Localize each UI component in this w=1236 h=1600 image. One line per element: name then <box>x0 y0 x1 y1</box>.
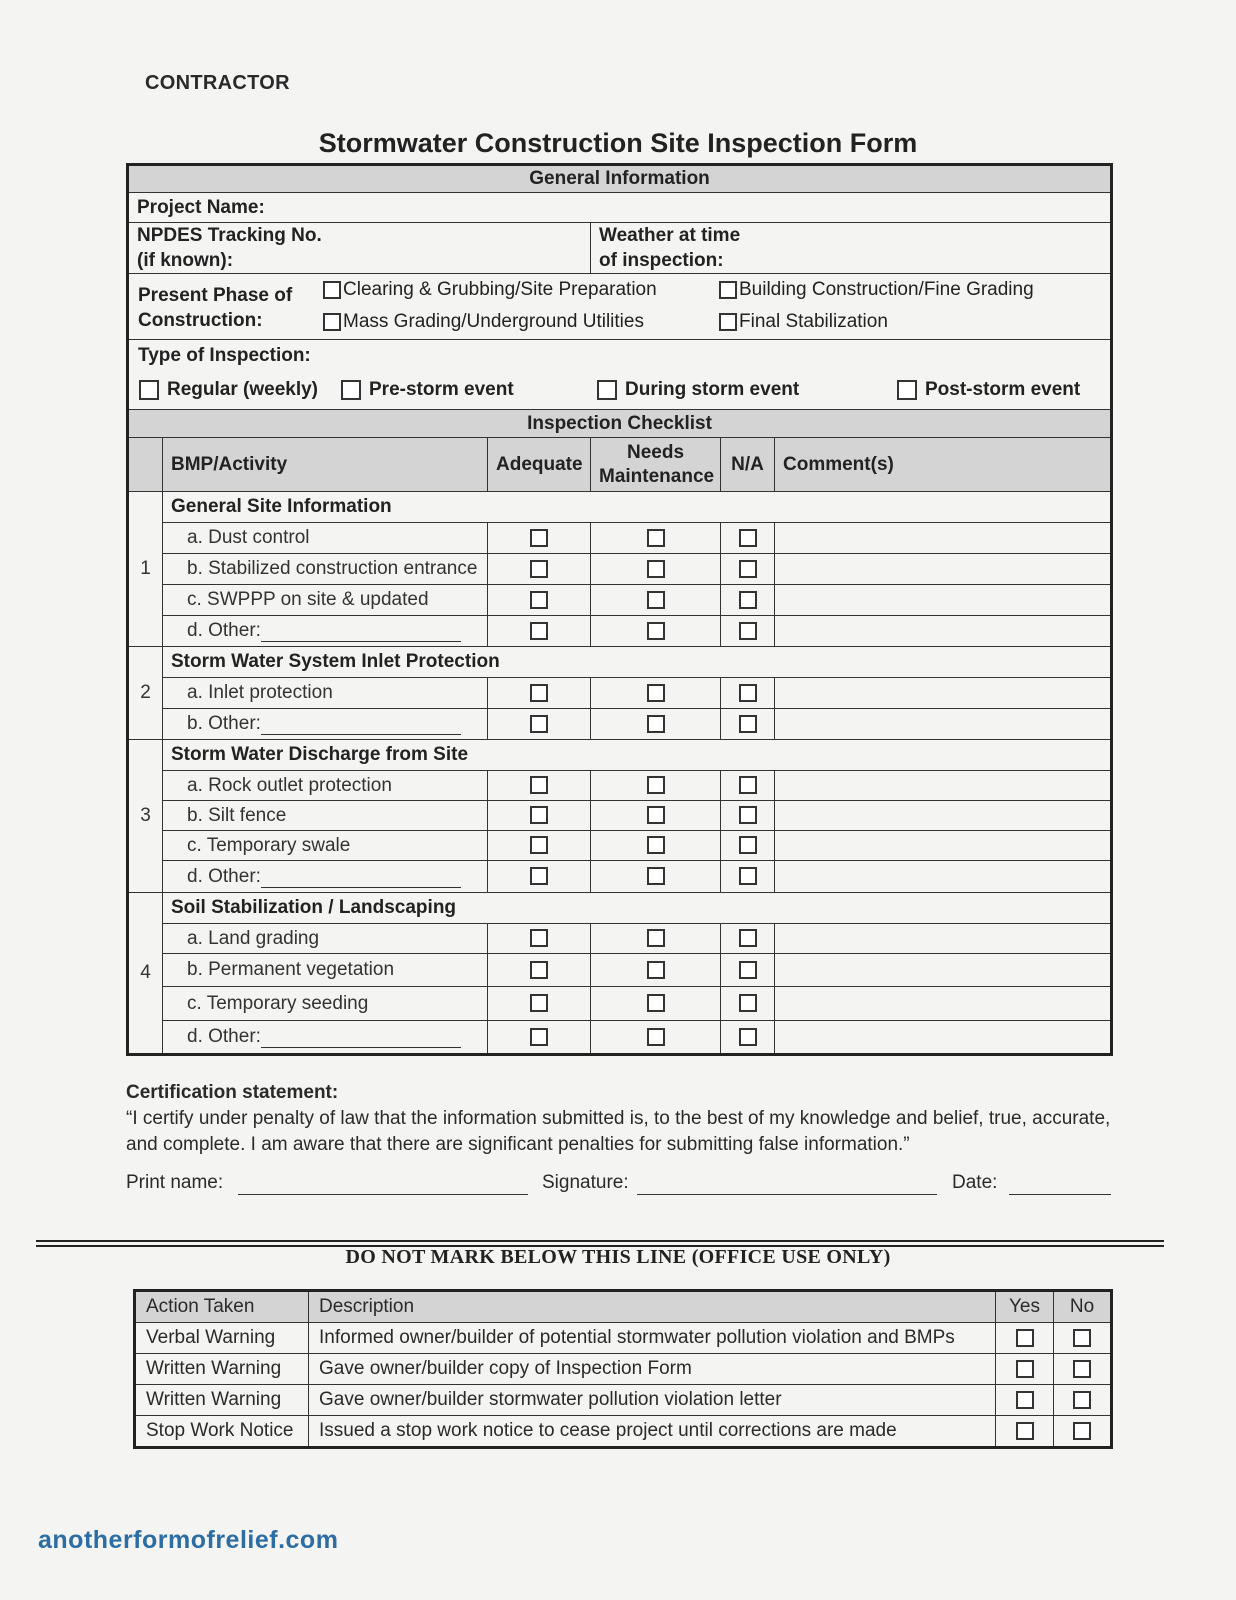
item-label: c. Temporary seeding <box>163 987 488 1021</box>
needs-maintenance-checkbox[interactable] <box>647 961 665 979</box>
yes-checkbox[interactable] <box>1016 1391 1034 1409</box>
item-label: a. Dust control <box>163 523 488 554</box>
general-info-heading: General Information <box>128 165 1112 193</box>
inspection-type-row <box>128 340 1112 410</box>
form-title-text: Stormwater Construction Site Inspection Form <box>318 128 918 158</box>
phase-option-mass-grading[interactable] <box>323 307 644 337</box>
needs-maintenance-checkbox[interactable] <box>647 776 665 794</box>
checkbox[interactable] <box>719 313 737 331</box>
adequate-column-header: Adequate <box>488 438 591 492</box>
other-input-line[interactable] <box>261 1031 461 1048</box>
signature-row <box>126 1172 1111 1200</box>
phase-option-label: Mass Grading/Underground Utilities <box>343 310 644 332</box>
no-checkbox[interactable] <box>1073 1329 1091 1347</box>
item-label: d. Other: <box>187 620 261 641</box>
description-cell: Gave owner/builder copy of Inspection Form <box>309 1354 996 1385</box>
action-cell: Verbal Warning <box>135 1323 309 1354</box>
table-row <box>128 554 1112 585</box>
phase-option-label: Clearing & Grubbing/Site Preparation <box>343 278 657 300</box>
item-other[interactable] <box>163 1021 488 1055</box>
comment-cell[interactable] <box>775 831 1112 861</box>
yes-checkbox[interactable] <box>1016 1360 1034 1378</box>
watermark-link[interactable]: anotherformofrelief.com <box>38 1526 339 1554</box>
comment-cell[interactable] <box>775 616 1112 647</box>
action-cell: Stop Work Notice <box>135 1416 309 1448</box>
description-cell: Informed owner/builder of potential stormwater pollution violation and BMPs <box>309 1323 996 1354</box>
print-name-field[interactable] <box>238 1194 528 1195</box>
comment-cell[interactable] <box>775 954 1112 987</box>
weather-label-line1: Weather at time <box>599 225 741 246</box>
item-label: b. Permanent vegetation <box>163 954 488 987</box>
office-table-header <box>135 1291 1112 1323</box>
table-row <box>135 1385 1112 1416</box>
needs-maintenance-checkbox[interactable] <box>647 994 665 1012</box>
weather-label-line2: of inspection: <box>599 250 724 271</box>
no-checkbox[interactable] <box>1073 1391 1091 1409</box>
action-cell: Written Warning <box>135 1385 309 1416</box>
adequate-checkbox[interactable] <box>530 994 548 1012</box>
other-input-line[interactable] <box>261 625 461 642</box>
adequate-checkbox[interactable] <box>530 622 548 640</box>
adequate-checkbox[interactable] <box>530 929 548 947</box>
na-checkbox[interactable] <box>739 684 757 702</box>
na-checkbox[interactable] <box>739 560 757 578</box>
other-input-line[interactable] <box>261 871 461 888</box>
npdes-label-line1: NPDES Tracking No. <box>137 225 322 246</box>
comment-cell[interactable] <box>775 987 1112 1021</box>
item-label: b. Stabilized construction entrance <box>163 554 488 585</box>
table-row <box>128 861 1112 893</box>
checkbox[interactable] <box>139 380 159 400</box>
description-cell: Issued a stop work notice to cease project until corrections are made <box>309 1416 996 1448</box>
divider-line <box>36 1240 1164 1242</box>
item-label: d. Other: <box>187 865 261 887</box>
maintenance-label: Maintenance <box>599 465 715 487</box>
no-checkbox[interactable] <box>1073 1422 1091 1440</box>
needs-maintenance-checkbox[interactable] <box>647 622 665 640</box>
group-title: Storm Water Discharge from Site <box>163 740 1112 771</box>
na-checkbox[interactable] <box>739 929 757 947</box>
type-option-label: Regular (weekly) <box>167 378 318 400</box>
type-option-post-storm[interactable] <box>897 375 1080 405</box>
table-row <box>128 771 1112 801</box>
adequate-checkbox[interactable] <box>530 591 548 609</box>
group-number: 4 <box>128 893 163 1055</box>
phase-label-line1: Present Phase of <box>138 284 293 306</box>
na-checkbox[interactable] <box>739 776 757 794</box>
item-other[interactable] <box>163 861 488 893</box>
phase-option-label: Building Construction/Fine Grading <box>739 278 1034 300</box>
phase-row <box>128 274 1112 340</box>
na-checkbox[interactable] <box>739 529 757 547</box>
item-label: b. Other: <box>187 713 261 734</box>
checkbox[interactable] <box>341 380 361 400</box>
number-column-header <box>128 438 163 492</box>
phase-option-building[interactable] <box>719 275 1034 305</box>
bmp-column-header: BMP/Activity <box>163 438 488 492</box>
item-label: a. Inlet protection <box>163 678 488 709</box>
adequate-checkbox[interactable] <box>530 1028 548 1046</box>
group-number: 3 <box>128 740 163 893</box>
yes-checkbox[interactable] <box>1016 1422 1034 1440</box>
checkbox[interactable] <box>719 281 737 299</box>
phase-option-clearing[interactable] <box>323 275 657 305</box>
yes-header: Yes <box>996 1291 1054 1323</box>
na-column-header: N/A <box>721 438 775 492</box>
project-name-text: Project Name: <box>137 196 265 218</box>
phase-option-final-stabilization[interactable] <box>719 307 888 337</box>
na-checkbox[interactable] <box>739 591 757 609</box>
inspection-form-table <box>126 163 1113 1056</box>
comment-cell[interactable] <box>775 801 1112 831</box>
type-option-during-storm[interactable] <box>597 375 799 405</box>
needs-maintenance-checkbox[interactable] <box>647 715 665 733</box>
na-checkbox[interactable] <box>739 715 757 733</box>
needs-maintenance-checkbox[interactable] <box>647 806 665 824</box>
needs-maintenance-checkbox[interactable] <box>647 529 665 547</box>
item-label: a. Rock outlet protection <box>163 771 488 801</box>
phase-label-line2: Construction: <box>138 309 263 331</box>
no-header: No <box>1054 1291 1112 1323</box>
adequate-checkbox[interactable] <box>530 684 548 702</box>
other-input-line[interactable] <box>261 718 461 735</box>
table-row <box>128 678 1112 709</box>
action-taken-header: Action Taken <box>135 1291 309 1323</box>
type-option-label: Post-storm event <box>925 378 1081 400</box>
no-checkbox[interactable] <box>1073 1360 1091 1378</box>
checkbox[interactable] <box>323 281 341 299</box>
needs-maintenance-checkbox[interactable] <box>647 591 665 609</box>
inspection-type-label: Type of Inspection: <box>138 344 311 366</box>
office-use-notice: DO NOT MARK BELOW THIS LINE (OFFICE USE ONLY) <box>345 1246 891 1268</box>
action-cell: Written Warning <box>135 1354 309 1385</box>
npdes-label-line2: (if known): <box>137 250 234 271</box>
type-option-regular[interactable] <box>139 375 318 405</box>
checkbox[interactable] <box>597 380 617 400</box>
table-row <box>128 831 1112 861</box>
comment-cell[interactable] <box>775 678 1112 709</box>
adequate-checkbox[interactable] <box>530 961 548 979</box>
group-number: 2 <box>128 647 163 740</box>
na-checkbox[interactable] <box>739 867 757 885</box>
comment-cell[interactable] <box>775 924 1112 954</box>
group-title: Soil Stabilization / Landscaping <box>163 893 1112 924</box>
group-number: 1 <box>128 492 163 647</box>
item-label: c. Temporary swale <box>163 831 488 861</box>
phase-option-label: Final Stabilization <box>739 310 888 332</box>
contractor-label: CONTRACTOR <box>145 72 290 94</box>
na-checkbox[interactable] <box>739 806 757 824</box>
checklist-column-headers <box>128 438 1112 492</box>
needs-maintenance-column-header <box>591 438 721 492</box>
needs-maintenance-checkbox[interactable] <box>647 1028 665 1046</box>
comment-cell[interactable] <box>775 709 1112 740</box>
comment-cell[interactable] <box>775 523 1112 554</box>
needs-maintenance-checkbox[interactable] <box>647 836 665 854</box>
table-row <box>128 987 1112 1021</box>
comments-column-header: Comment(s) <box>775 438 1112 492</box>
adequate-checkbox[interactable] <box>530 715 548 733</box>
item-label: c. SWPPP on site & updated <box>163 585 488 616</box>
na-checkbox[interactable] <box>739 961 757 979</box>
date-label: Date: <box>952 1172 998 1193</box>
adequate-checkbox[interactable] <box>530 867 548 885</box>
checklist-heading: Inspection Checklist <box>128 410 1112 438</box>
group-title: Storm Water System Inlet Protection <box>163 647 1112 678</box>
table-row <box>135 1323 1112 1354</box>
form-title <box>0 128 1236 159</box>
certification-text: “I certify under penalty of law that the information submitted is, to the best of my knowledge and belief, true, accurate, and complete. I am aware that there are significant penalties for submitting false information.” <box>126 1108 1111 1155</box>
adequate-checkbox[interactable] <box>530 836 548 854</box>
table-row <box>135 1354 1112 1385</box>
comment-cell[interactable] <box>775 861 1112 893</box>
adequate-checkbox[interactable] <box>530 560 548 578</box>
print-name-label: Print name: <box>126 1172 224 1193</box>
table-row <box>128 616 1112 647</box>
needs-maintenance-checkbox[interactable] <box>647 867 665 885</box>
table-row <box>128 585 1112 616</box>
table-row <box>128 954 1112 987</box>
type-option-label: Pre-storm event <box>369 378 514 400</box>
office-action-table <box>133 1289 1113 1449</box>
table-row <box>128 924 1112 954</box>
signature-label: Signature: <box>542 1172 629 1193</box>
table-row <box>135 1416 1112 1448</box>
type-option-pre-storm[interactable] <box>341 375 514 405</box>
yes-checkbox[interactable] <box>1016 1329 1034 1347</box>
needs-maintenance-checkbox[interactable] <box>647 560 665 578</box>
npdes-field[interactable] <box>128 223 591 274</box>
table-row <box>128 709 1112 740</box>
weather-field[interactable] <box>591 223 1112 274</box>
comment-cell[interactable] <box>775 771 1112 801</box>
table-row <box>128 801 1112 831</box>
item-other[interactable] <box>163 616 488 647</box>
group-title: General Site Information <box>163 492 1112 523</box>
adequate-checkbox[interactable] <box>530 529 548 547</box>
date-field[interactable] <box>1009 1194 1111 1195</box>
checkbox[interactable] <box>323 313 341 331</box>
type-option-label: During storm event <box>625 378 800 400</box>
comment-cell[interactable] <box>775 585 1112 616</box>
item-label: d. Other: <box>187 1026 261 1047</box>
description-cell: Gave owner/builder stormwater pollution violation letter <box>309 1385 996 1416</box>
na-checkbox[interactable] <box>739 994 757 1012</box>
certification-heading: Certification statement: <box>126 1082 339 1103</box>
na-checkbox[interactable] <box>739 1028 757 1046</box>
table-row <box>128 523 1112 554</box>
na-checkbox[interactable] <box>739 622 757 640</box>
needs-maintenance-checkbox[interactable] <box>647 684 665 702</box>
needs-label: Needs <box>626 441 685 463</box>
adequate-checkbox[interactable] <box>530 806 548 824</box>
item-other[interactable] <box>163 709 488 740</box>
item-label: a. Land grading <box>163 924 488 954</box>
checkbox[interactable] <box>897 380 917 400</box>
needs-maintenance-checkbox[interactable] <box>647 929 665 947</box>
comment-cell[interactable] <box>775 554 1112 585</box>
comment-cell[interactable] <box>775 1021 1112 1055</box>
item-label: b. Silt fence <box>163 801 488 831</box>
description-header: Description <box>309 1291 996 1323</box>
project-name-label[interactable] <box>128 193 1112 223</box>
table-row <box>128 1021 1112 1055</box>
signature-field[interactable] <box>637 1194 937 1195</box>
adequate-checkbox[interactable] <box>530 776 548 794</box>
na-checkbox[interactable] <box>739 836 757 854</box>
